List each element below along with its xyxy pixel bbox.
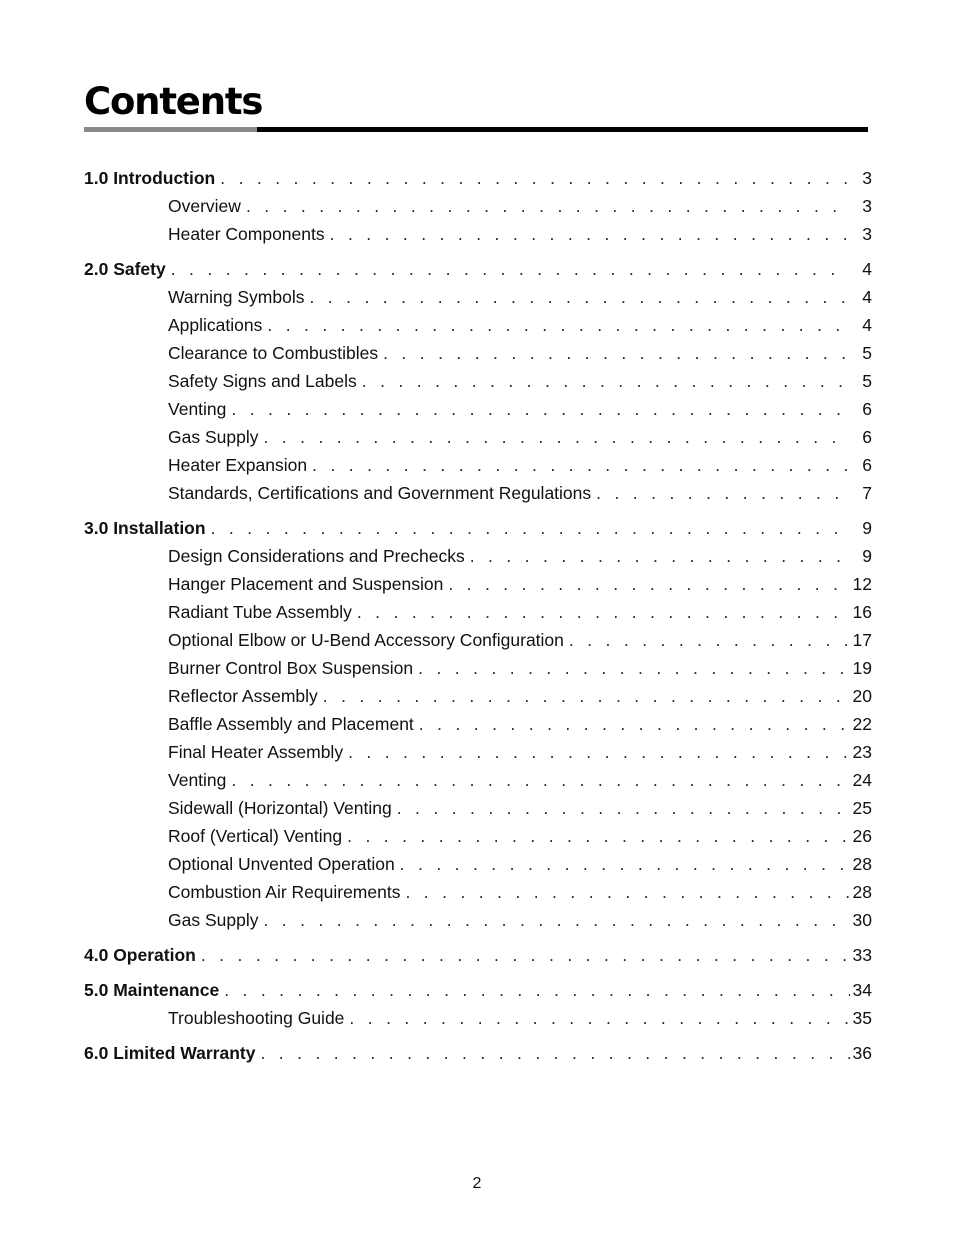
- toc-entry-label: Reflector Assembly: [168, 686, 318, 706]
- toc-entry[interactable]: [84, 850, 872, 878]
- toc-entry[interactable]: [84, 1004, 872, 1032]
- toc-entry[interactable]: [84, 878, 872, 906]
- toc-section-heading-page-number: 34: [852, 980, 872, 1000]
- toc-entry-label: Optional Elbow or U-Bend Accessory Configuration: [168, 630, 564, 650]
- toc-entry[interactable]: [84, 906, 872, 934]
- dot-leader: [357, 598, 850, 626]
- toc-entry-label: Warning Symbols: [168, 287, 305, 307]
- toc-entry[interactable]: [84, 682, 872, 710]
- toc-entry-page-number: 3: [862, 224, 872, 244]
- toc-entry-page-number: 16: [852, 602, 872, 622]
- toc-section-heading-label: 5.0 Maintenance: [84, 980, 220, 1000]
- toc-entry[interactable]: [84, 367, 872, 395]
- toc-section-heading-page-number: 4: [862, 259, 872, 279]
- toc-entry-page-number: 6: [862, 455, 872, 475]
- dot-leader: [405, 878, 850, 906]
- dot-leader: [260, 1039, 850, 1067]
- toc-entry-label: Baffle Assembly and Placement: [168, 714, 414, 734]
- dot-leader: [400, 850, 850, 878]
- toc-entry[interactable]: [84, 423, 872, 451]
- toc-entry-page-number: 6: [862, 399, 872, 419]
- dot-leader: [348, 738, 850, 766]
- dot-leader: [323, 682, 850, 710]
- toc-entry-page-number: 4: [862, 315, 872, 335]
- toc-entry-page-number: 22: [852, 714, 872, 734]
- toc-section: [84, 976, 872, 1032]
- toc-entry-page-number: 7: [862, 483, 872, 503]
- toc-entry-page-number: 5: [862, 371, 872, 391]
- toc-entry-label: Overview: [168, 196, 241, 216]
- dot-leader: [596, 479, 850, 507]
- dot-leader: [267, 311, 850, 339]
- dot-leader: [246, 192, 850, 220]
- toc-entry-label: Standards, Certifications and Government Regulations: [168, 483, 592, 503]
- dot-leader: [397, 794, 850, 822]
- toc-entry-page-number: 4: [862, 287, 872, 307]
- toc-entry-page-number: 12: [852, 574, 872, 594]
- dot-leader: [349, 1004, 850, 1032]
- toc-section-heading-label: 3.0 Installation: [84, 518, 206, 538]
- toc-entry-label: Safety Signs and Labels: [168, 371, 357, 391]
- toc-entry[interactable]: [84, 570, 872, 598]
- page-number: 2: [472, 1175, 482, 1192]
- toc-entry[interactable]: [84, 766, 872, 794]
- toc-entry[interactable]: [84, 542, 872, 570]
- toc-entry-label: Roof (Vertical) Venting: [168, 826, 343, 846]
- toc-section-heading-page-number: 33: [852, 945, 872, 965]
- toc-entry-page-number: 23: [852, 742, 872, 762]
- dot-leader: [201, 941, 850, 969]
- dot-leader: [231, 395, 850, 423]
- toc-section: [84, 164, 872, 248]
- toc-entry-label: Heater Components: [168, 224, 325, 244]
- toc-entry-page-number: 6: [862, 427, 872, 447]
- toc-entry[interactable]: [84, 451, 872, 479]
- title-underline-black: [257, 127, 868, 132]
- toc-entry-label: Design Considerations and Prechecks: [168, 546, 465, 566]
- dot-leader: [231, 766, 850, 794]
- toc-entry-label: Troubleshooting Guide: [168, 1008, 345, 1028]
- toc-entry-page-number: 28: [852, 882, 872, 902]
- dot-leader: [470, 542, 850, 570]
- toc-section-heading-label: 6.0 Limited Warranty: [84, 1043, 256, 1063]
- toc-entry[interactable]: [84, 395, 872, 423]
- toc-entry[interactable]: [84, 339, 872, 367]
- dot-leader: [448, 570, 850, 598]
- dot-leader: [419, 710, 850, 738]
- toc-entry-page-number: 20: [852, 686, 872, 706]
- toc-entry-label: Applications: [168, 315, 263, 335]
- toc-section-heading-label: 4.0 Operation: [84, 945, 196, 965]
- toc-entry-page-number: 28: [852, 854, 872, 874]
- dot-leader: [362, 367, 850, 395]
- toc-entry[interactable]: [84, 220, 872, 248]
- toc-entry-page-number: 35: [852, 1008, 872, 1028]
- toc-section-heading-label: 1.0 Introduction: [84, 168, 216, 188]
- toc-entry-label: Combustion Air Requirements: [168, 882, 401, 902]
- toc-entry[interactable]: [84, 822, 872, 850]
- toc-section-heading[interactable]: [84, 941, 872, 969]
- toc-entry-page-number: 19: [852, 658, 872, 678]
- dot-leader: [171, 255, 850, 283]
- dot-leader: [569, 626, 850, 654]
- toc-entry-label: Venting: [168, 770, 227, 790]
- title-underline-gray: [84, 127, 257, 132]
- toc-entry-label: Gas Supply: [168, 910, 259, 930]
- toc-entry[interactable]: [84, 598, 872, 626]
- dot-leader: [309, 283, 850, 311]
- toc-entry[interactable]: [84, 283, 872, 311]
- toc-entry-label: Heater Expansion: [168, 455, 308, 475]
- table-of-contents: [84, 164, 872, 1074]
- toc-entry-page-number: 26: [852, 826, 872, 846]
- toc-entry-label: Optional Unvented Operation: [168, 854, 395, 874]
- toc-section-heading[interactable]: [84, 976, 872, 1004]
- toc-section: [84, 1039, 872, 1067]
- toc-section-heading-label: 2.0 Safety: [84, 259, 166, 279]
- toc-entry-label: Clearance to Combustibles: [168, 343, 379, 363]
- toc-entry-page-number: 25: [852, 798, 872, 818]
- toc-section-heading[interactable]: [84, 514, 872, 542]
- dot-leader: [224, 976, 850, 1004]
- toc-section-heading-page-number: 36: [852, 1043, 872, 1063]
- dot-leader: [347, 822, 850, 850]
- toc-section: [84, 941, 872, 969]
- toc-section-heading-page-number: 9: [862, 518, 872, 538]
- toc-entry-label: Venting: [168, 399, 227, 419]
- toc-section: [84, 255, 872, 507]
- toc-entry-page-number: 24: [852, 770, 872, 790]
- page-title: Contents: [84, 80, 263, 123]
- dot-leader: [312, 451, 850, 479]
- toc-entry[interactable]: [84, 479, 872, 507]
- dot-leader: [418, 654, 850, 682]
- toc-entry[interactable]: [84, 192, 872, 220]
- toc-entry-label: Hanger Placement and Suspension: [168, 574, 444, 594]
- dot-leader: [263, 906, 850, 934]
- toc-section-heading[interactable]: [84, 255, 872, 283]
- toc-entry-label: Radiant Tube Assembly: [168, 602, 352, 622]
- dot-leader: [263, 423, 850, 451]
- toc-entry-label: Sidewall (Horizontal) Venting: [168, 798, 392, 818]
- toc-section-heading[interactable]: [84, 1039, 872, 1067]
- toc-entry-page-number: 3: [862, 196, 872, 216]
- toc-entry-label: Burner Control Box Suspension: [168, 658, 414, 678]
- toc-entry[interactable]: [84, 311, 872, 339]
- toc-entry[interactable]: [84, 626, 872, 654]
- toc-section-heading-page-number: 3: [862, 168, 872, 188]
- dot-leader: [220, 164, 850, 192]
- dot-leader: [383, 339, 850, 367]
- dot-leader: [211, 514, 850, 542]
- dot-leader: [330, 220, 850, 248]
- toc-entry-page-number: 30: [852, 910, 872, 930]
- toc-entry-page-number: 5: [862, 343, 872, 363]
- toc-entry-label: Gas Supply: [168, 427, 259, 447]
- toc-entry-label: Final Heater Assembly: [168, 742, 344, 762]
- toc-section-heading[interactable]: [84, 164, 872, 192]
- toc-entry[interactable]: [84, 710, 872, 738]
- toc-section: [84, 514, 872, 934]
- toc-entry[interactable]: [84, 794, 872, 822]
- toc-entry-page-number: 9: [862, 546, 872, 566]
- toc-entry[interactable]: [84, 738, 872, 766]
- title-underline: [84, 127, 868, 132]
- toc-entry[interactable]: [84, 654, 872, 682]
- toc-entry-page-number: 17: [852, 630, 872, 650]
